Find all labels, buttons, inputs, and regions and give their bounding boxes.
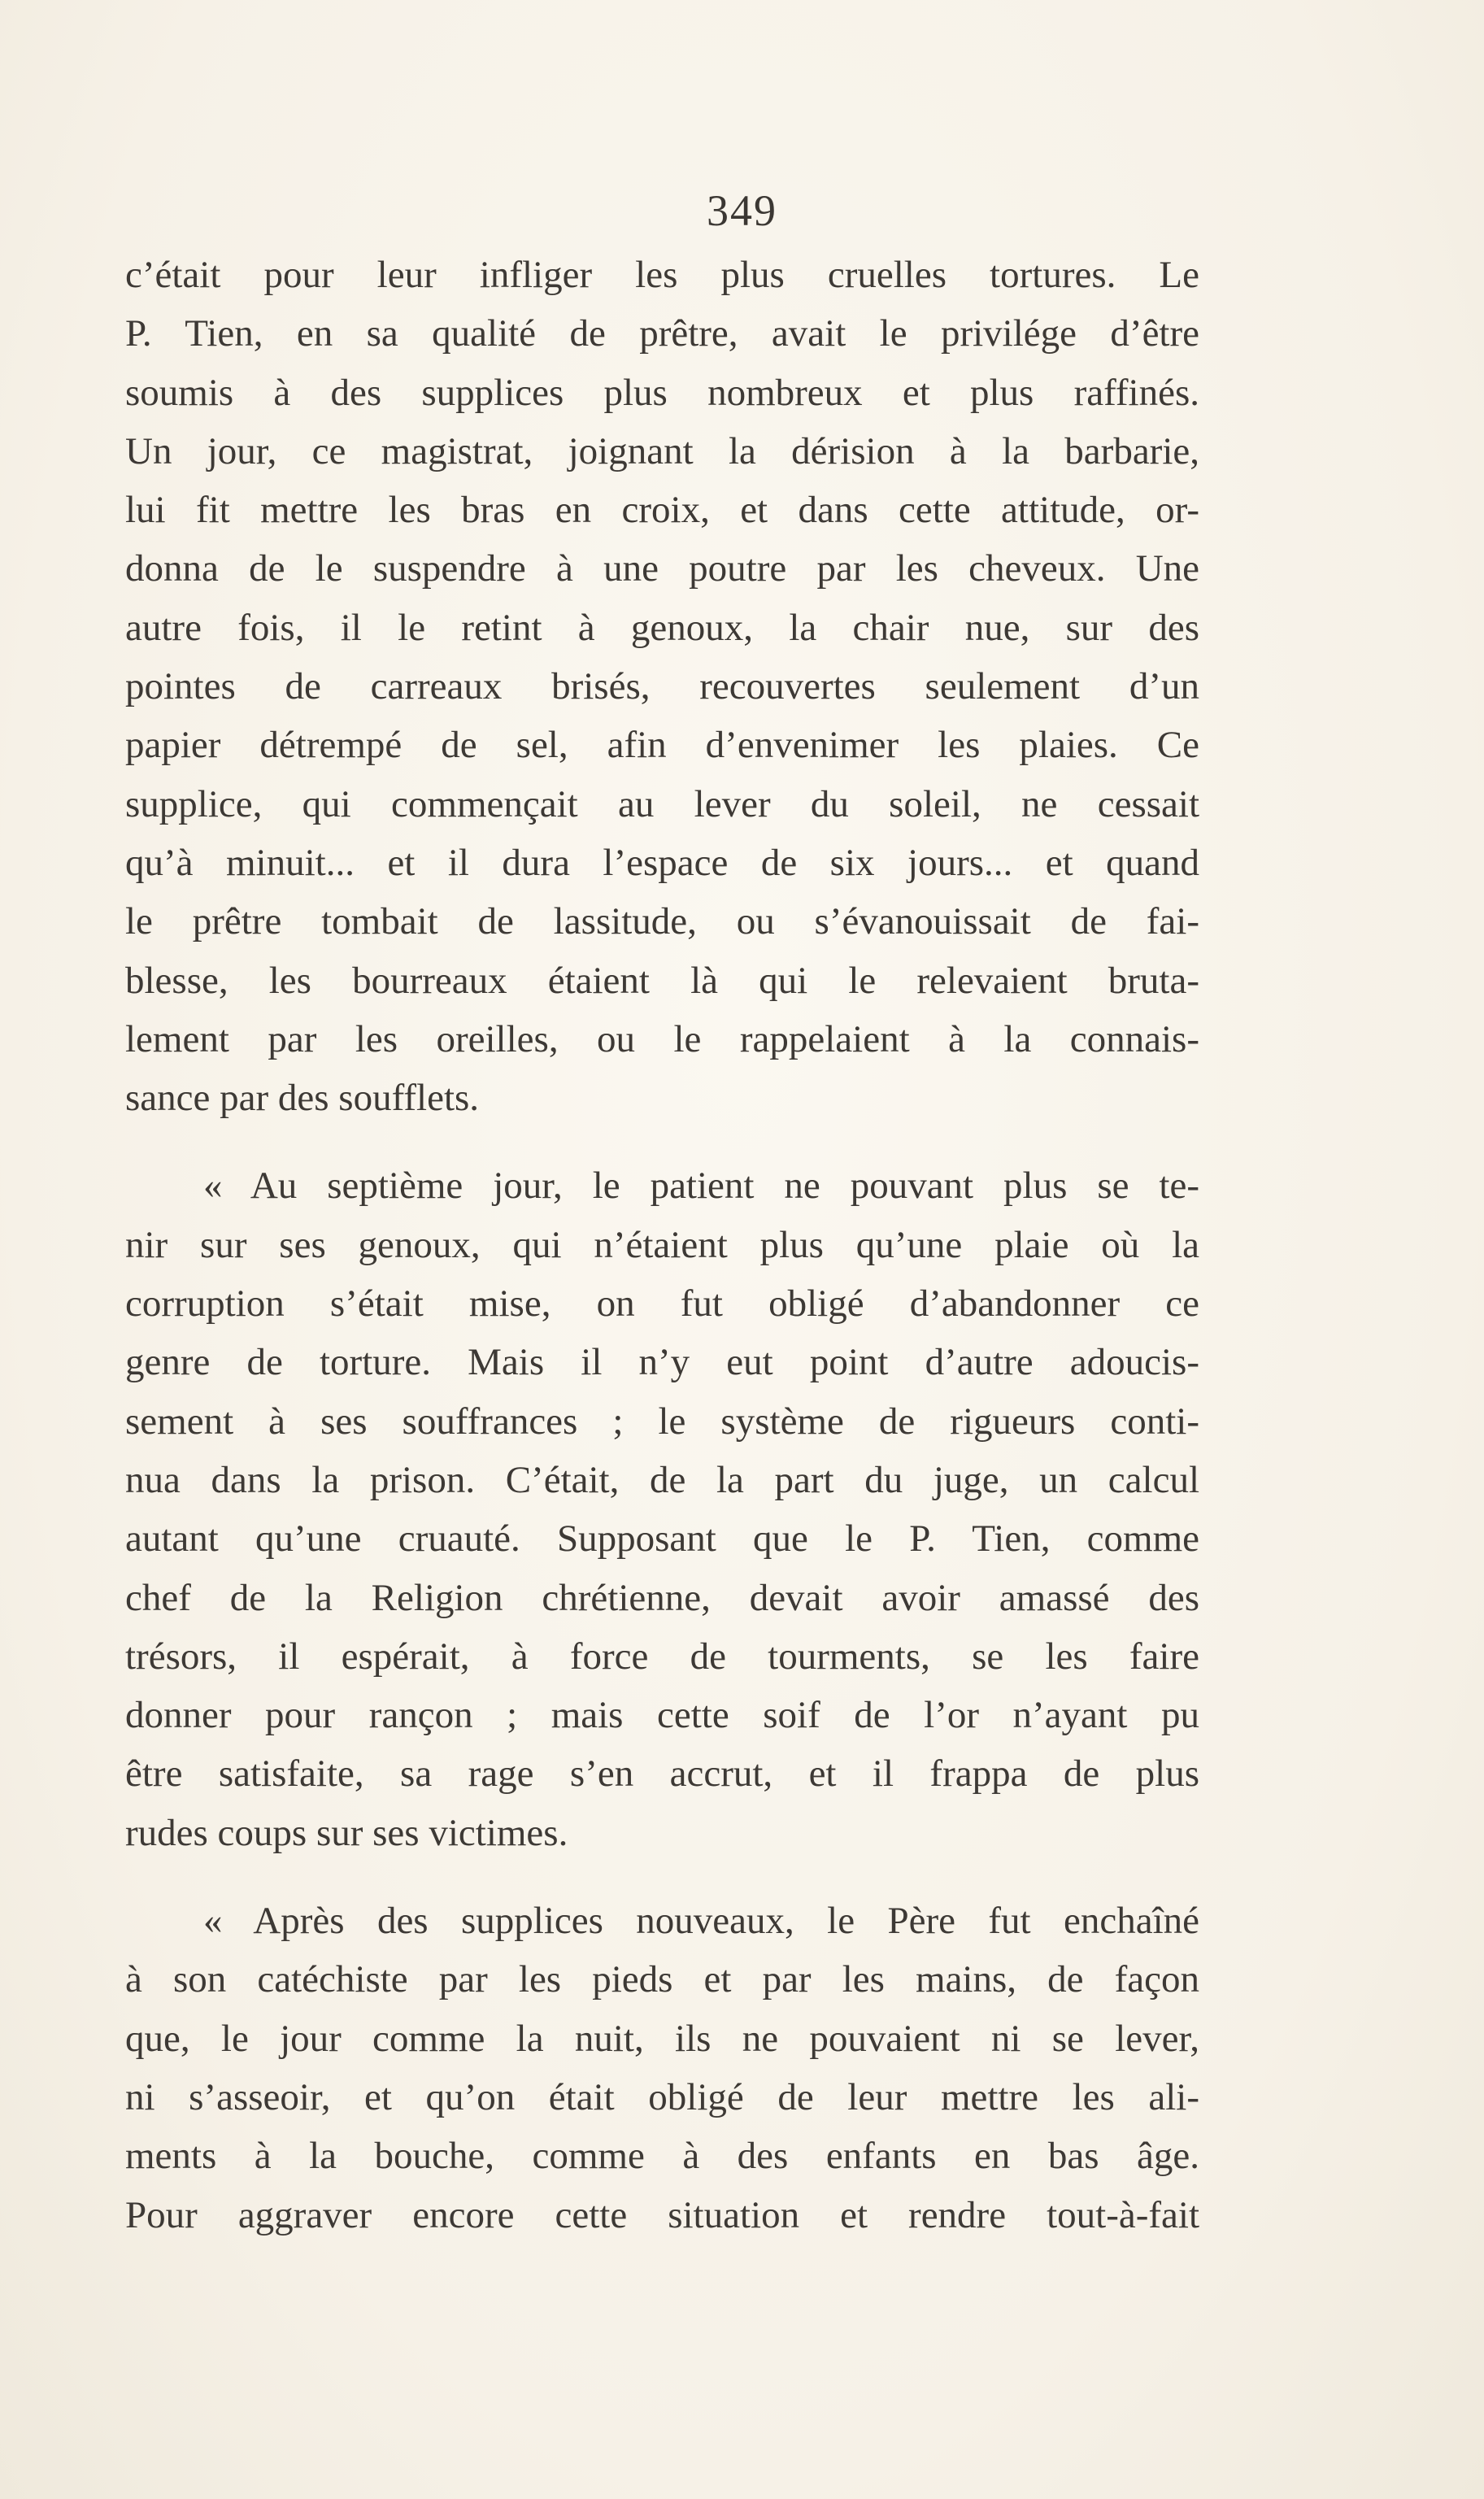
text-line: ni s’asseoir, et qu’on était obligé de leur mettre les ali- (125, 2075, 1199, 2118)
text-line: autant qu’une cruauté. Supposant que le P. Tien, comme (125, 1517, 1199, 1561)
text-line: nua dans la prison. C’était, de la part du juge, un calcul (125, 1458, 1199, 1501)
text-line: papier détrempé de sel, afin d’envenimer les plaies. Ce (125, 724, 1199, 767)
text-line: sance par des soufflets. (125, 1077, 480, 1120)
text-line: supplice, qui commençait au lever du soleil, ne cessait (125, 782, 1199, 825)
text-line: être satisfaite, sa rage s’en accrut, et il frappa de plus (125, 1752, 1199, 1796)
text-line: « Après des supplices nouveaux, le Père fut enchaîné (203, 1900, 1199, 1943)
text-line: c’était pour leur infliger les plus cruelles tortures. Le (125, 254, 1199, 296)
text-line: P. Tien, en sa qualité de prêtre, avait le privilége d’être (125, 312, 1199, 355)
body-text (125, 246, 1199, 2244)
text-line: que, le jour comme la nuit, ils ne pouvaient ni se lever, (125, 2017, 1199, 2060)
text-line: trésors, il espérait, à force de tourments, se les faire (125, 1635, 1199, 1678)
page-number: 349 (707, 186, 777, 235)
paragraph-gap (125, 1127, 1199, 1156)
paragraph-1 (125, 246, 1199, 1127)
text-line: autre fois, il le retint à genoux, la chair nue, sur des (125, 606, 1199, 649)
text-line: qu’à minuit... et il dura l’espace de six jours... et quand (125, 841, 1199, 884)
paragraph-3 (125, 1892, 1199, 2244)
text-line: à son catéchiste par les pieds et par les mains, de façon (125, 1958, 1199, 2001)
text-line: sement à ses souffrances ; le système de rigueurs conti- (125, 1400, 1199, 1443)
text-line: donner pour rançon ; mais cette soif de l’or n’ayant pu (125, 1694, 1199, 1737)
text-line: le prêtre tombait de lassitude, ou s’évanouissait de fai- (125, 900, 1199, 943)
text-line: Un jour, ce magistrat, joignant la dérision à la barbarie, (125, 429, 1199, 472)
text-line: ments à la bouche, comme à des enfants en bas âge. (125, 2135, 1199, 2178)
text-line: lement par les oreilles, ou le rappelaient à la connais- (125, 1017, 1199, 1060)
text-line: nir sur ses genoux, qui n’étaient plus qu’une plaie où la (125, 1223, 1199, 1266)
text-line: genre de torture. Mais il n’y eut point d’autre adoucis- (125, 1341, 1199, 1384)
text-line: Pour aggraver encore cette situation et rendre tout-à-fait (125, 2193, 1199, 2236)
paragraph-2 (125, 1156, 1199, 1862)
text-line: chef de la Religion chrétienne, devait avoir amassé des (125, 1576, 1199, 1619)
paragraph-gap (125, 1862, 1199, 1892)
text-line: « Au septième jour, le patient ne pouvant plus se te- (203, 1165, 1199, 1208)
text-line: blesse, les bourreaux étaient là qui le relevaient bruta- (125, 959, 1199, 1002)
text-line: lui fit mettre les bras en croix, et dans cette attitude, or- (125, 489, 1199, 532)
text-line: rudes coups sur ses victimes. (125, 1811, 568, 1854)
text-line: donna de le suspendre à une poutre par les cheveux. Une (125, 547, 1199, 590)
text-line: soumis à des supplices plus nombreux et plus raffinés. (125, 371, 1199, 414)
text-line: pointes de carreaux brisés, recouvertes seulement d’un (125, 665, 1199, 708)
text-line: corruption s’était mise, on fut obligé d’abandonner ce (125, 1282, 1199, 1326)
